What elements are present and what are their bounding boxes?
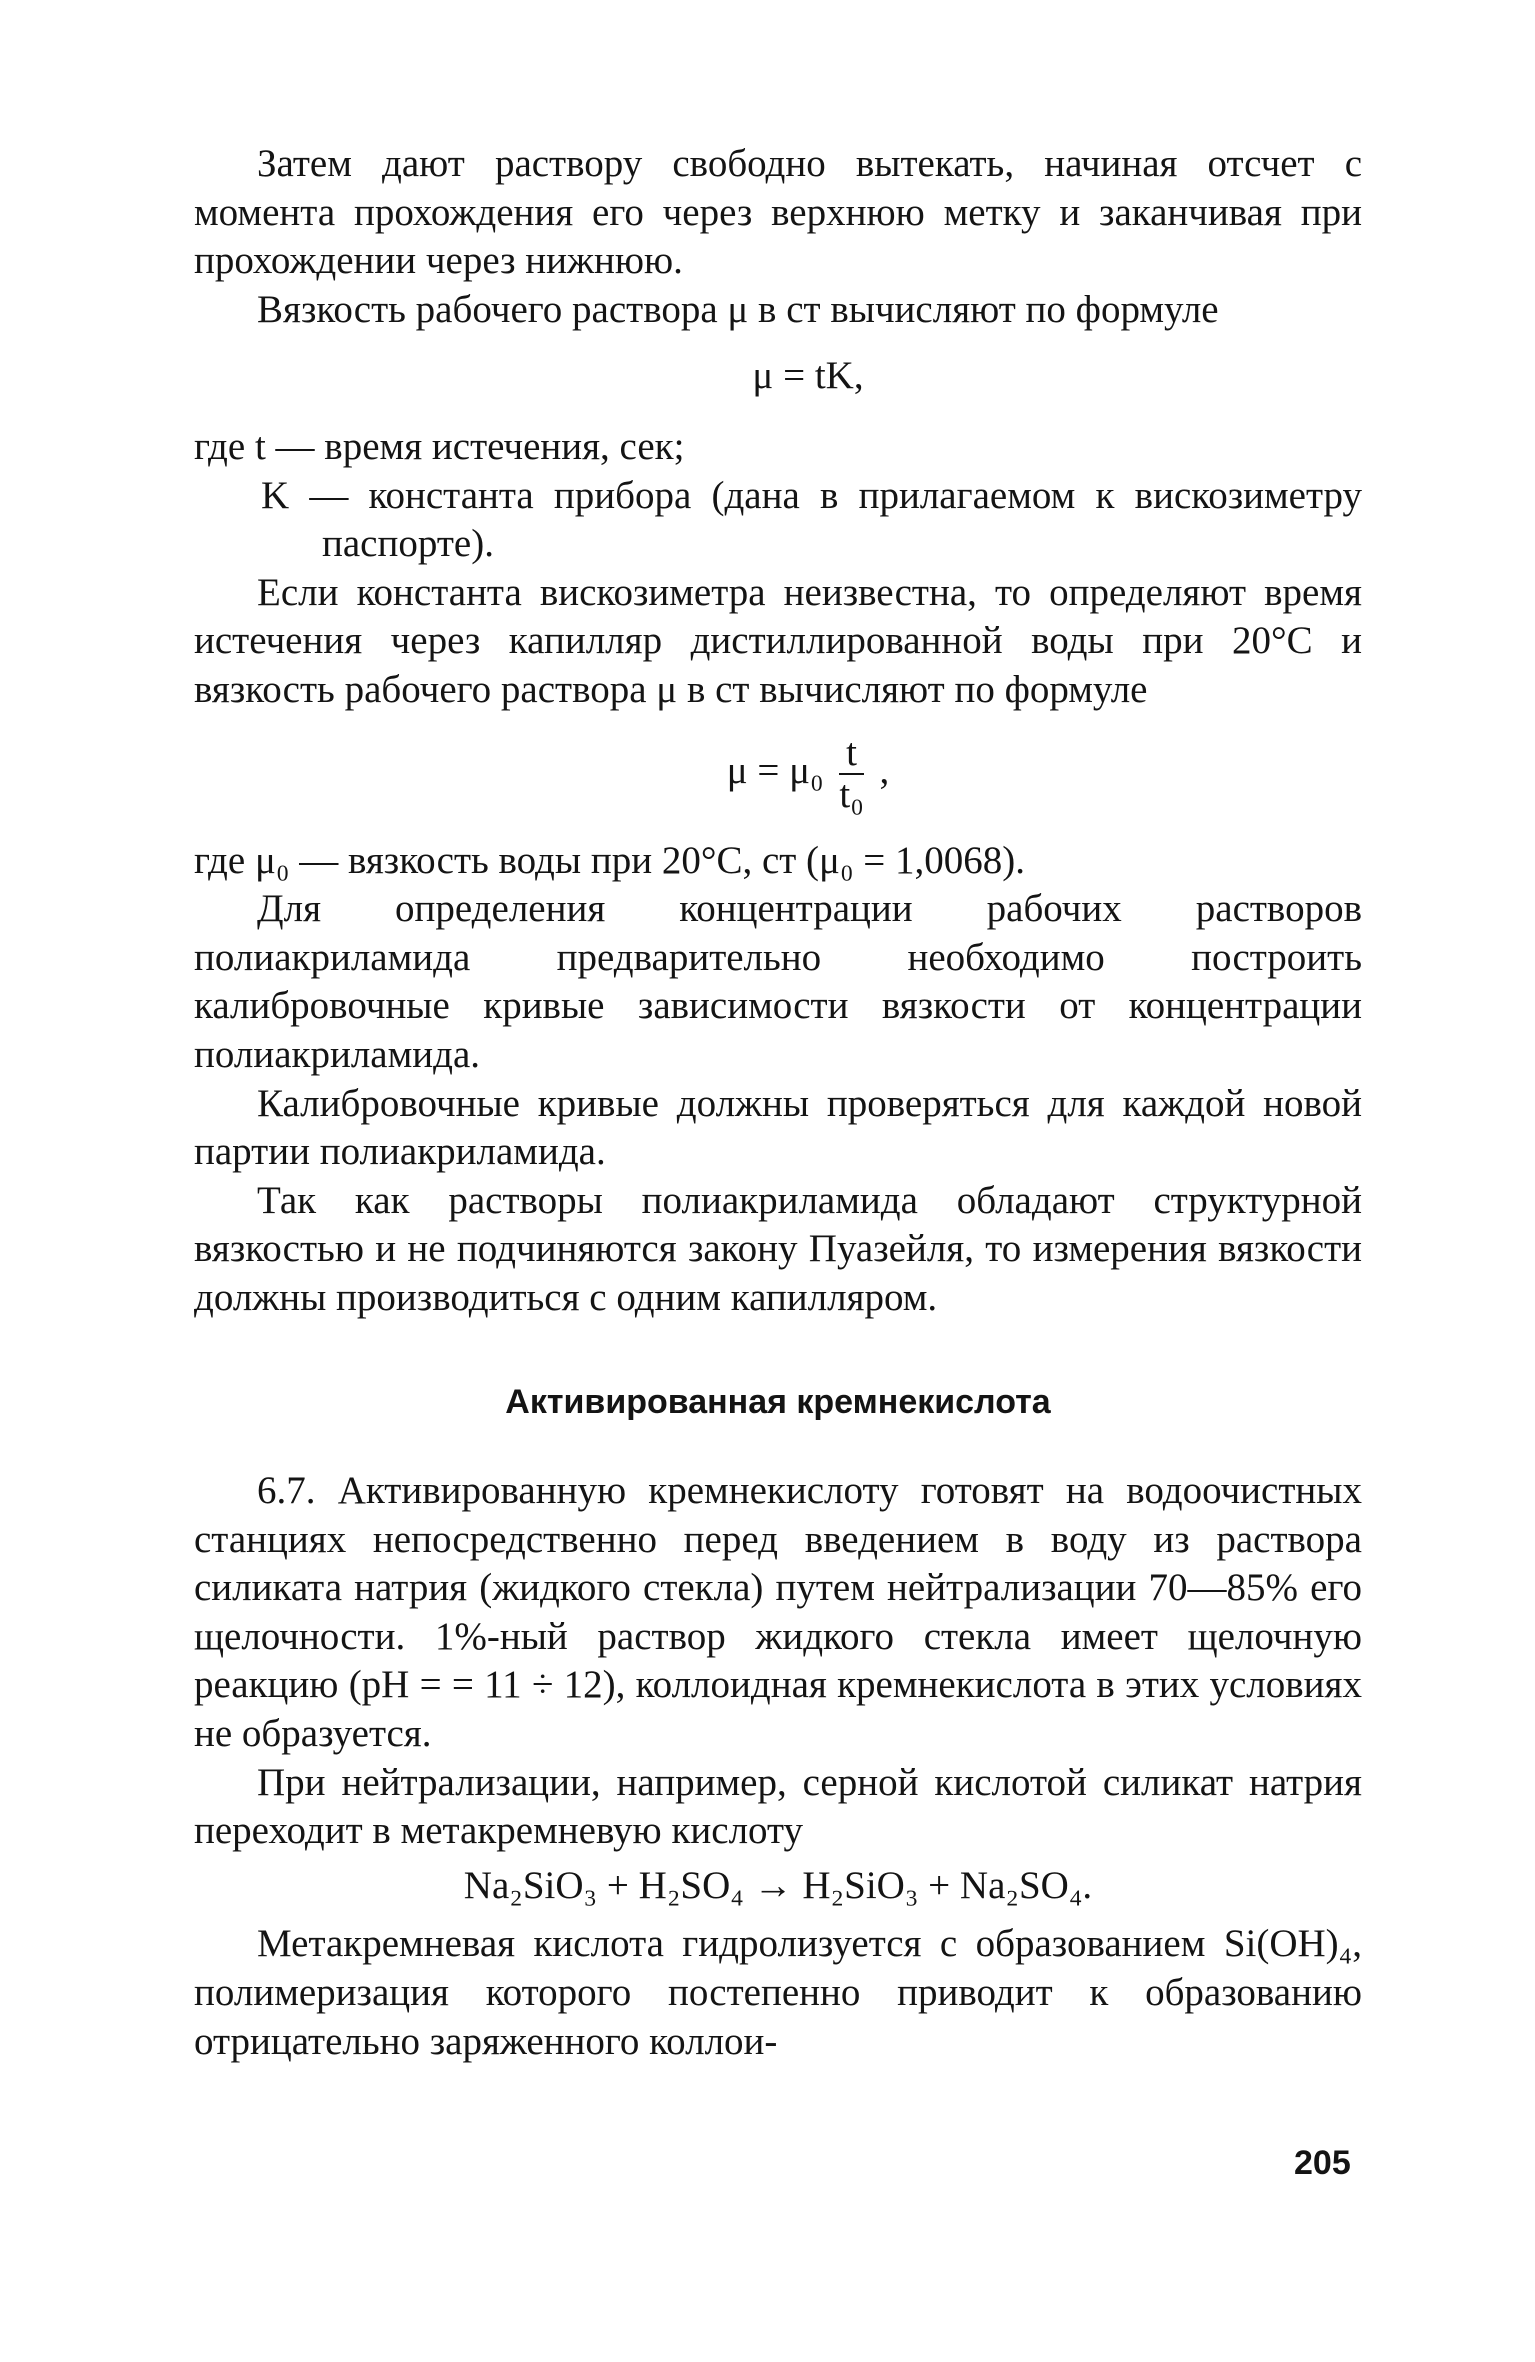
fraction xyxy=(839,730,864,816)
fraction-numerator: t xyxy=(839,733,863,775)
equation-viscosity: μ = tK, xyxy=(752,354,864,398)
paragraph-calibration-curves: Калибровочные кривые должны проверяться для каждой новой партии полиакриламида. xyxy=(194,1081,1362,1174)
paragraph-unknown-constant: Если константа вискозиметра неизвестна, то определяют время истечения через капилляр дистиллированной воды при 20°C и вязкость рабочего раствора μ в ст вычисляют по формуле xyxy=(194,570,1362,711)
equation-left-side: μ = μ₀ xyxy=(726,748,824,792)
paragraph-flow-start: Затем дают раствору свободно вытекать, начиная отсчет с момента прохождения его через верхнюю метку и заканчивая при прохождении через нижнюю. xyxy=(194,142,1362,283)
definition-constant: K — константа прибора (дана в прилагаемом к вискозиметру паспорте). xyxy=(261,473,1362,566)
page-body xyxy=(194,140,1362,2066)
equation-chemical-reaction: Na₂SiO₃ + H₂SO₄ → H₂SiO₃ + Na₂SO₄. xyxy=(463,1863,1093,1907)
page-number: 205 xyxy=(1294,2144,1351,2182)
section-heading: Активированная кремнекислота xyxy=(505,1383,1051,1422)
paragraph-neutralization: При нейтрализации, например, серной кислотой силикат натрия переходит в метакремневую кислоту xyxy=(194,1760,1362,1853)
definition-water-viscosity: где μ₀ — вязкость воды при 20°C, ст (μ₀ = 1,0068). xyxy=(194,838,1026,882)
equation-comma: , xyxy=(879,748,890,792)
definition-time: где t — время истечения, сек; xyxy=(194,424,685,468)
fraction-denominator: t₀ xyxy=(839,772,864,816)
paragraph-activated-silica: 6.7. Активированную кремнекислоту готовят на водоочистных станциях непосредственно перед введением в воду из раствора силиката натрия (жидкого стекла) путем нейтрализации 70—85% его щелочности. 1%-ный раствор жидкого стекла имеет щелочную реакцию (pH = = 11 ÷ 12), коллоидная кремнекислота в этих условиях не образуется. xyxy=(194,1469,1362,1756)
paragraph-concentration: Для определения концентрации рабочих растворов полиакриламида предварительно необходимо построить калибровочные кривые зависимости вязкости от концентрации полиакриламида. xyxy=(194,887,1362,1076)
paragraph-structural-viscosity: Так как растворы полиакриламида обладают структурной вязкостью и не подчиняются закону Пуазейля, то измерения вязкости должны производиться с одним капилляром. xyxy=(194,1178,1362,1319)
equation-relative-viscosity xyxy=(194,730,1362,816)
paragraph-metasilicic-acid: Метакремневая кислота гидролизуется с образованием Si(OH)₄, полимеризация которого постепенно приводит к образованию отрицательно заряженного коллои- xyxy=(194,1922,1362,2063)
paragraph-viscosity-formula-intro: Вязкость рабочего раствора μ в ст вычисляют по формуле xyxy=(257,287,1219,331)
